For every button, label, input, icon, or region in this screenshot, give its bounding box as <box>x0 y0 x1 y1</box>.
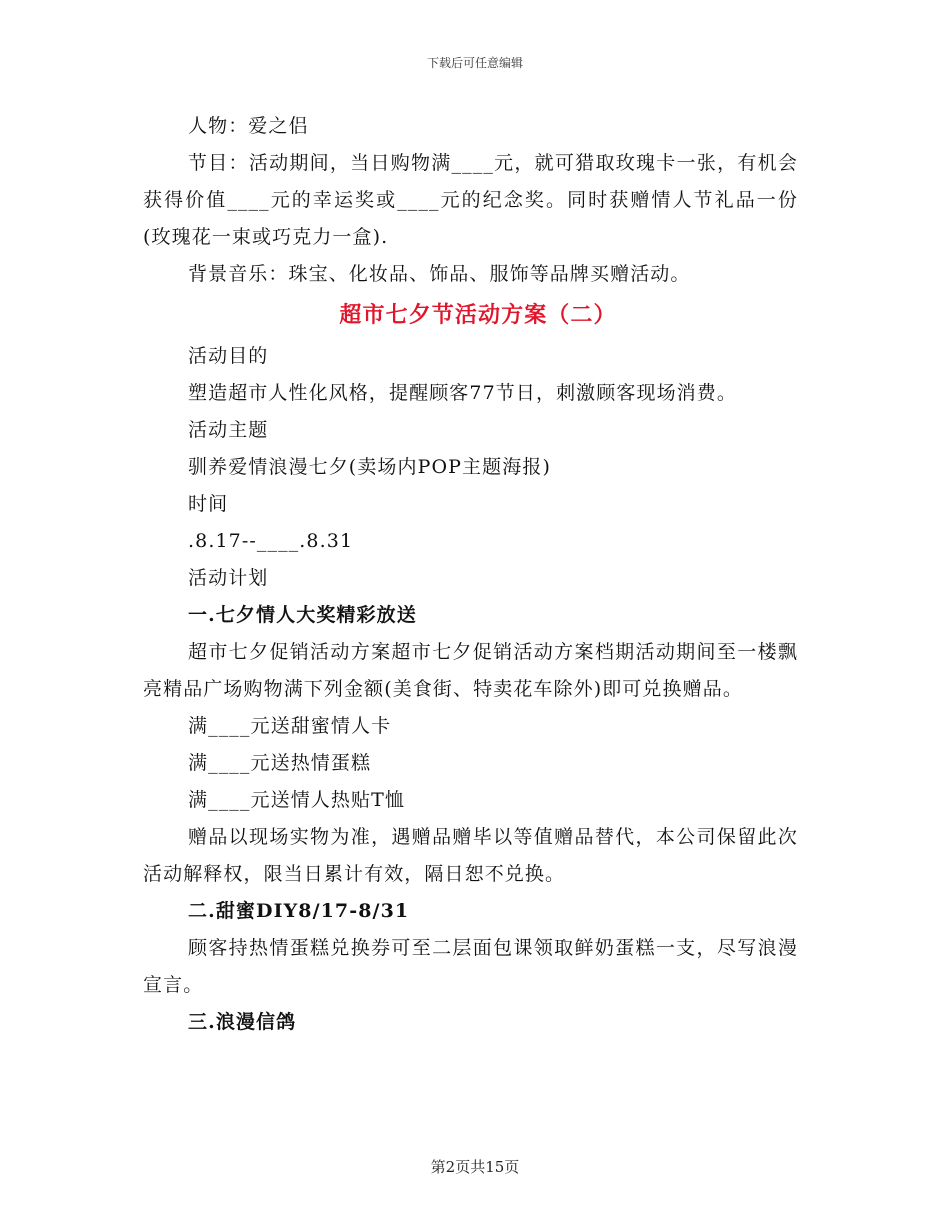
plan-item-1-heading: 一.七夕情人大奖精彩放送 <box>188 604 417 626</box>
background-music-line: 背景音乐：珠宝、化妆品、饰品、服饰等品牌买赠活动。 <box>188 263 691 285</box>
plan-item-3-heading: 三.浪漫信鸽 <box>188 1011 297 1033</box>
purpose-text: 塑造超市人性化风格，提醒顾客77节日，刺激顾客现场消费。 <box>188 382 737 404</box>
program-paragraph: 节目：活动期间，当日购物满____元，就可猎取玫瑰卡一张，有机会获得价值____元的幸运奖或____元的纪念奖。同时获赠情人节礼品一份(玫瑰花一束或巧克力一盒). <box>143 152 798 248</box>
gift-line-1: 满____元送甜蜜情人卡 <box>188 715 392 737</box>
characters-line: 人物：爱之侣 <box>188 115 309 137</box>
document-body <box>143 108 798 1041</box>
gift-line-3: 满____元送情人热贴T恤 <box>188 789 405 811</box>
plan-item-2-heading: 二.甜蜜DIY8/17-8/31 <box>188 900 410 922</box>
page-footer: 第2页共15页 <box>430 1158 520 1176</box>
theme-text: 驯养爱情浪漫七夕(卖场内POP主题海报) <box>188 456 551 478</box>
section-title: 超市七夕节活动方案（二） <box>339 302 617 328</box>
gift-terms-paragraph: 赠品以现场实物为准，遇赠品赠毕以等值赠品替代，本公司保留此次活动解释权，限当日累计有效，隔日恕不兑换。 <box>143 826 798 885</box>
gift-line-2: 满____元送热情蛋糕 <box>188 752 372 774</box>
page-header: 下载后可任意编辑 <box>426 56 523 70</box>
theme-heading: 活动主题 <box>188 419 269 441</box>
time-heading: 时间 <box>188 493 229 515</box>
plan-item-1-paragraph: 超市七夕促销活动方案超市七夕促销活动方案档期活动期间至一楼飘亮精品广场购物满下列金额(美食街、特卖花车除外)即可兑换赠品。 <box>143 641 798 700</box>
plan-heading: 活动计划 <box>188 567 269 589</box>
time-text: .8.17--____.8.31 <box>188 530 354 552</box>
purpose-heading: 活动目的 <box>188 345 269 367</box>
plan-item-2-paragraph: 顾客持热情蛋糕兑换券可至二层面包课领取鲜奶蛋糕一支，尽写浪漫宣言。 <box>143 937 798 996</box>
